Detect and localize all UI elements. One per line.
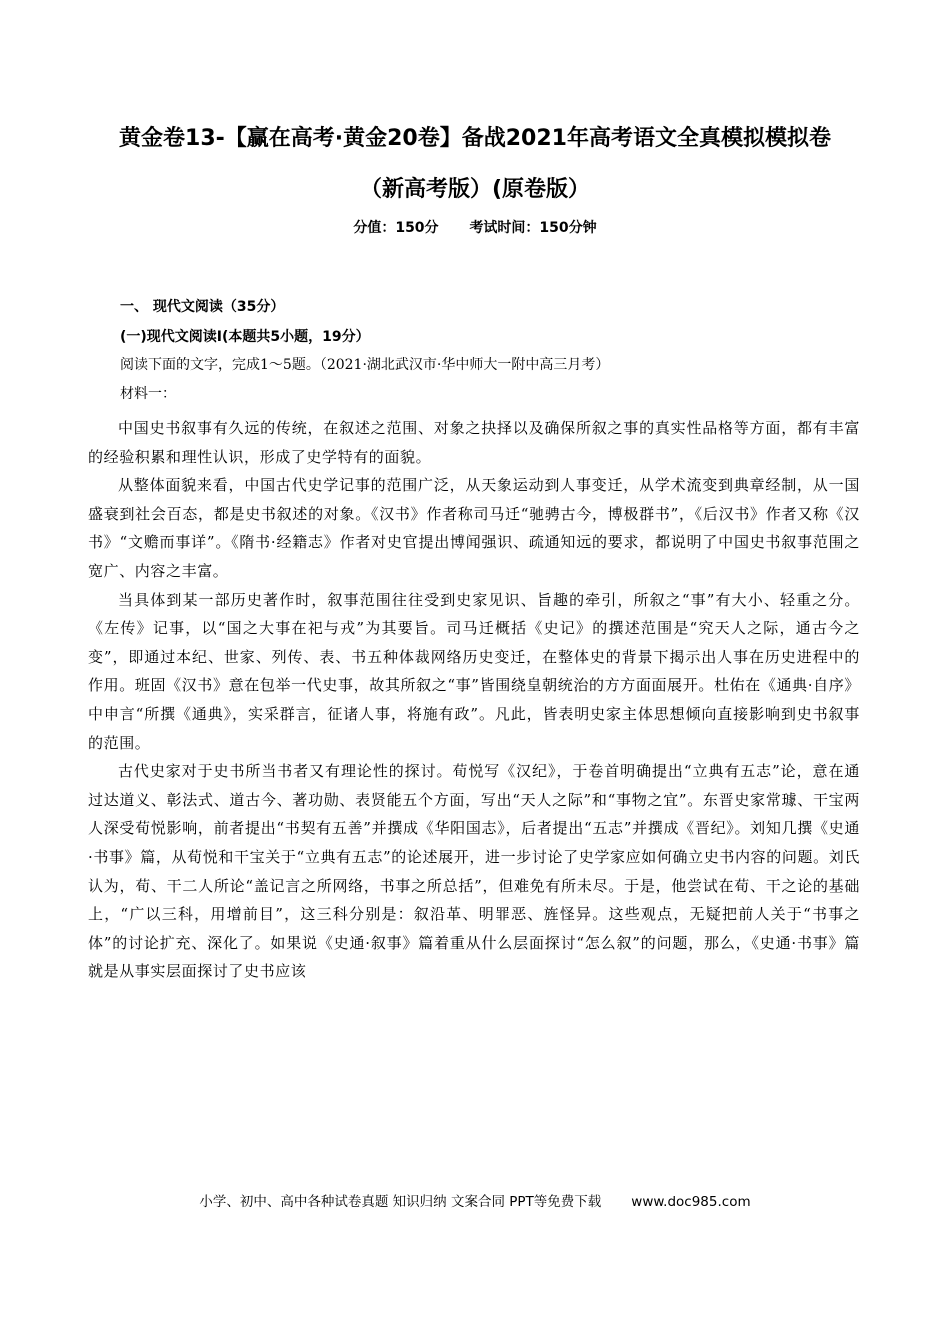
passage-paragraph: 中国史书叙事有久远的传统，在叙述之范围、对象之抉择以及确保所叙之事的真实性品格等方面，都有丰富的经验积累和理性认识，形成了史学特有的面貌。 bbox=[88, 419, 860, 466]
passage-paragraph: 古代史家对于史书所当书者又有理论性的探讨。荀悦写《汉纪》，于卷首明确提出“立典有五志”论，意在通过达道义、彰法式、道古今、著功勋、表贤能五个方面，写出“天人之际”和“事物之宜”。东晋史家常璩、干宝两人深受荀悦影响，前者提出“书契有五善”并撰成《华阳国志》，后者提出“五志”并撰成《晋纪》。刘知几撰《史通·书事》篇，从荀悦和干宝关于“立典有五志”的论述展开，进一步讨论了史学家应如何确立史书内容的问题。刘氏认为，荀、干二人所论“盖记言之所网络，书事之所总括”，但难免有所未尽。于是，他尝试在荀、干之论的基础上，“广以三科，用增前目”，这三科分别是：叙沿革、明罪恶、旌怪异。这些观点，无疑把前人关于“书事之体”的讨论扩充、深化了。如果说《史通·叙事》篇着重从什么层面探讨“怎么叙”的问题，那么，《史通·书事》篇就是从事实层面探讨了史书应该 bbox=[88, 762, 860, 981]
reading-instruction: 阅读下面的文字，完成1～5题。（2021·湖北武汉市·华中师大一附中高三月考） bbox=[120, 357, 610, 373]
document-title-line1: 黄金卷13-【赢在高考·黄金20卷】备战2021年高考语文全真模拟模拟卷 bbox=[119, 126, 831, 151]
section-heading: 一、 现代文阅读（35分） bbox=[120, 299, 285, 315]
footer-url-link[interactable]: www.doc985.com bbox=[631, 1194, 751, 1210]
passage-paragraph: 从整体面貌来看，中国古代史学记事的范围广泛，从天象运动到人事变迁，从学术流变到典章经制，从一国盛衰到社会百态，都是史书叙述的对象。《汉书》作者称司马迁“驰骋古今，博极群书”，《后汉书》作者又称《汉书》“文赡而事详”。《隋书·经籍志》作者对史官提出博闻强识、疏通知远的要求，都说明了中国史书叙事范围之宽广、内容之丰富。 bbox=[88, 476, 860, 580]
material-label: 材料一： bbox=[120, 386, 176, 402]
footer-ad-text: 小学、初中、高中各种试卷真题 知识归纳 文案合同 PPT等免费下载 bbox=[199, 1194, 602, 1210]
time-label: 考试时间：150分钟 bbox=[469, 220, 597, 236]
exam-meta bbox=[0, 218, 950, 238]
passage-paragraph: 当具体到某一部历史著作时，叙事范围往往受到史家见识、旨趣的牵引，所叙之“事”有大小、轻重之分。《左传》记事，以“国之大事在祀与戎”为其要旨。司马迁概括《史记》的撰述范围是“究天人之际，通古今之变”，即通过本纪、世家、列传、表、书五种体裁网络历史变迁，在整体史的背景下揭示出人事在历史进程中的作用。班固《汉书》意在包举一代史事，故其所叙之“事”皆围绕皇朝统治的方方面面展开。杜佑在《通典·自序》中申言“所撰《通典》，实采群言，征诸人事，将施有政”。凡此，皆表明史家主体思想倾向直接影响到史书叙事的范围。 bbox=[88, 590, 860, 752]
document-title-line2: （新高考版）(原卷版） bbox=[359, 177, 591, 202]
section-subheading: (一)现代文阅读Ⅰ(本题共5小题，19分） bbox=[120, 329, 370, 345]
passage-body bbox=[88, 414, 860, 986]
page-footer bbox=[0, 1192, 950, 1212]
score-label: 分值：150分 bbox=[353, 220, 439, 236]
